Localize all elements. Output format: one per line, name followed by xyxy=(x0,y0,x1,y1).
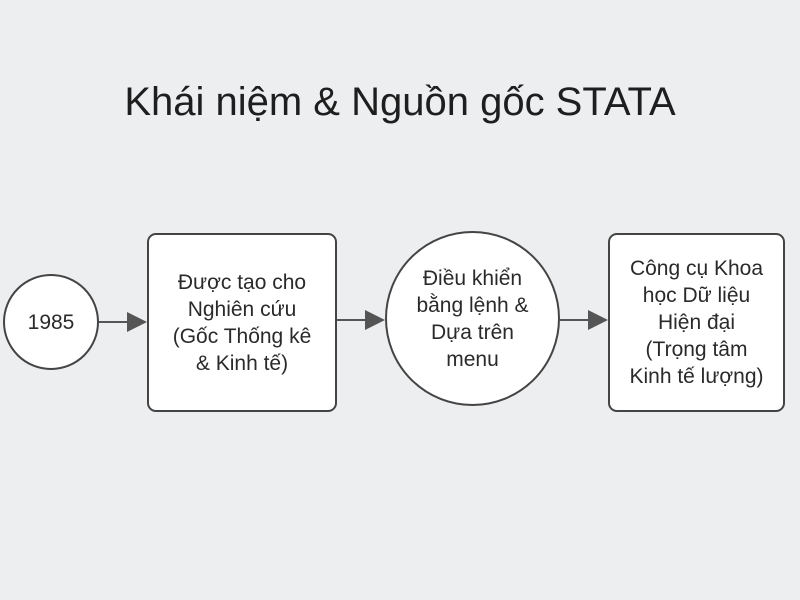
node-research-origin xyxy=(147,233,337,412)
node-label: 1985 xyxy=(27,310,75,334)
diagram-title: Khái niệm & Nguồn gốc STATA xyxy=(124,80,676,124)
node-label: Công cụ Khoa học Dữ liệu Hiện đại (Trọng tâm Kinh tế lượng) xyxy=(629,257,764,388)
node-label: Điều khiển bằng lệnh & Dựa trên menu xyxy=(416,266,529,371)
node-command-menu xyxy=(385,231,560,406)
node-label: Được tạo cho Nghiên cứu (Gốc Thống kê & Kinh tế) xyxy=(172,270,312,375)
node-1985 xyxy=(3,274,99,370)
node-modern-data-science xyxy=(608,233,785,412)
